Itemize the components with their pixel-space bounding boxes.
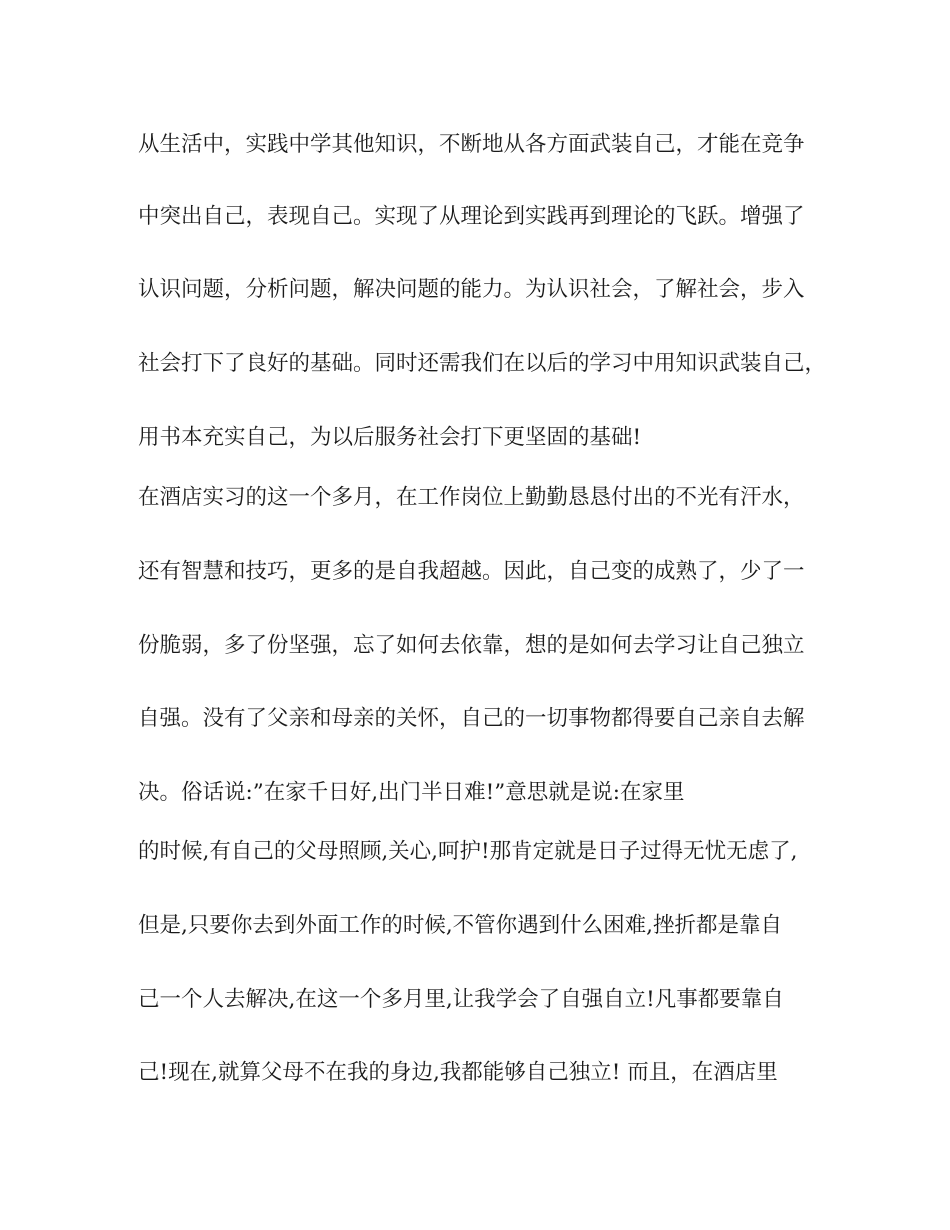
- text-line: 己一个人去解决,在这一个多月里,让我学会了自强自立!凡事都要靠自: [138, 987, 784, 1012]
- text-line: 从生活中，实践中学其他知识，不断地从各方面武装自己，才能在竞争: [138, 132, 805, 157]
- text-line: 己!现在,就算父母不在我的身边,我都能够自己独立! 而且，在酒店里: [138, 1060, 778, 1085]
- text-line: 社会打下了良好的基础。同时还需我们在以后的学习中用知识武装自己，: [138, 351, 827, 376]
- text-line: 还有智慧和技巧，更多的是自我超越。因此，自己变的成熟了，少了一: [138, 559, 805, 584]
- text-line: 中突出自己，表现自己。实现了从理论到实践再到理论的飞跃。增强了: [138, 204, 805, 229]
- text-line: 决。俗话说:”在家千日好,出门半日难!”意思就是说:在家里: [138, 780, 685, 805]
- text-line: 用书本充实自己，为以后服务社会打下更坚固的基础!: [138, 425, 642, 450]
- text-line: 但是,只要你去到外面工作的时候,不管你遇到什么困难,挫折都是靠自: [138, 913, 783, 938]
- text-line: 的时候,有自己的父母照顾,关心,呵护!那肯定就是日子过得无忧无虑了,: [138, 839, 798, 864]
- text-line: 自强。没有了父亲和母亲的关怀，自己的一切事物都得要自己亲自去解: [138, 706, 805, 731]
- text-line: 认识问题，分析问题，解决问题的能力。为认识社会，了解社会，步入: [138, 277, 805, 302]
- text-line: 在酒店实习的这一个多月，在工作岗位上勤勤恳恳付出的不光有汗水，: [138, 485, 805, 510]
- text-line: 份脆弱，多了份坚强，忘了如何去依靠，想的是如何去学习让自己独立: [138, 633, 805, 658]
